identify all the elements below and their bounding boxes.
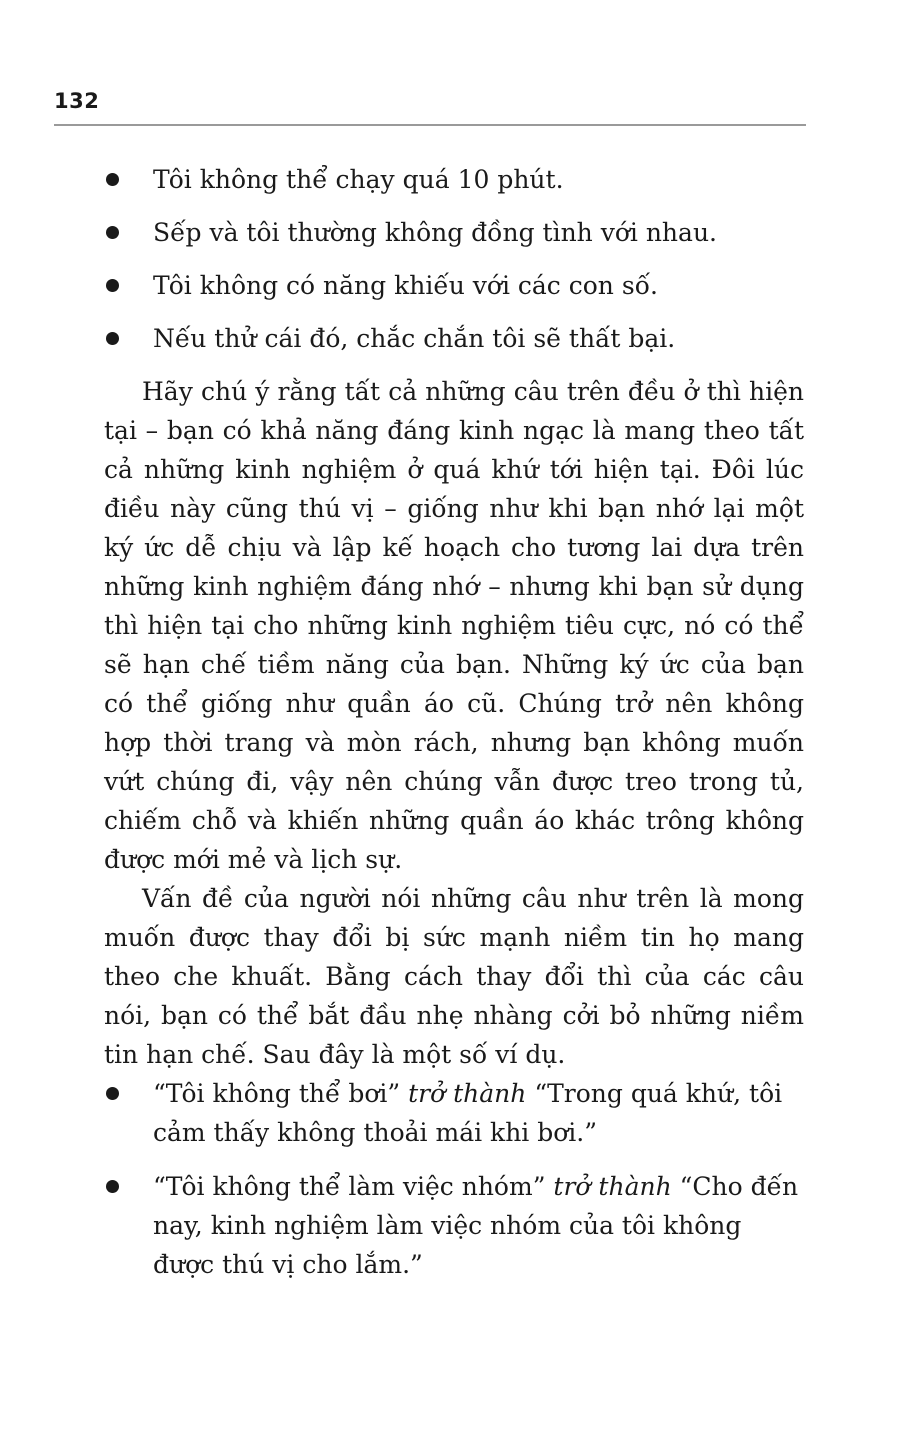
header-divider	[54, 124, 806, 126]
bullet-dot-icon	[106, 332, 119, 345]
list-item	[104, 160, 804, 199]
bullet-dot-icon	[106, 279, 119, 292]
reframed-statement: “Trong quá khứ, tôi cảm thấy không thoải mái khi bơi.”	[153, 1079, 783, 1147]
original-statement: “Tôi không thể làm việc nhóm”	[153, 1172, 546, 1201]
example-text	[153, 1172, 798, 1279]
list-item-text: Tôi không có năng khiếu với các con số.	[153, 271, 658, 300]
example-text	[153, 1079, 782, 1147]
body-paragraph: Vấn đề của người nói những câu như trên là mong muốn được thay đổi bị sức mạnh niềm tin họ mang theo che khuất. Bằng cách thay đổi thì của các câu nói, bạn có thể bắt đầu nhẹ nhàng cởi bỏ những niềm tin hạn chế. Sau đây là một số ví dụ.	[104, 884, 804, 1069]
bullet-dot-icon	[106, 1180, 119, 1193]
connector-text: trở thành	[553, 1172, 672, 1201]
bullet-dot-icon	[106, 1087, 119, 1100]
body-paragraph: Hãy chú ý rằng tất cả những câu trên đều ở thì hiện tại – bạn có khả năng đáng kinh ngạc là mang theo tất cả những kinh nghiệm ở quá khứ tới hiện tại. Đôi lúc điều này cũng thú vị – giống như khi bạn nhớ lại một ký ức dễ chịu và lập kế hoạch cho tương lai dựa trên những kinh nghiệm đáng nhớ – nhưng khi bạn sử dụng thì hiện tại cho những kinh nghiệm tiêu cực, nó có thể sẽ hạn chế tiềm năng của bạn. Những ký ức của bạn có thể giống như quần áo cũ. Chúng trở nên không hợp thời trang và mòn rách, nhưng bạn không muốn vứt chúng đi, vậy nên chúng vẫn được treo trong tủ, chiếm chỗ và khiến những quần áo khác trông không được mới mẻ và lịch sự.	[104, 377, 804, 874]
bullet-list-limiting-beliefs	[104, 160, 804, 358]
connector-text: trở thành	[408, 1079, 527, 1108]
list-item	[104, 1167, 804, 1284]
list-item-text: Sếp và tôi thường không đồng tình với nhau.	[153, 218, 717, 247]
bullet-list-examples	[104, 1074, 804, 1284]
list-item	[104, 1074, 804, 1152]
reframed-statement: “Cho đến nay, kinh nghiệm làm việc nhóm của tôi không được thú vị cho lắm.”	[153, 1172, 799, 1279]
bullet-dot-icon	[106, 226, 119, 239]
original-statement: “Tôi không thể bơi”	[153, 1079, 401, 1108]
list-item	[104, 266, 804, 305]
list-item-text: Tôi không thể chạy quá 10 phút.	[153, 165, 564, 194]
bullet-dot-icon	[106, 173, 119, 186]
list-item-text: Nếu thử cái đó, chắc chắn tôi sẽ thất bại.	[153, 324, 676, 353]
page-content	[104, 160, 804, 1299]
list-item	[104, 213, 804, 252]
list-item	[104, 319, 804, 358]
page-number: 132	[54, 89, 100, 113]
